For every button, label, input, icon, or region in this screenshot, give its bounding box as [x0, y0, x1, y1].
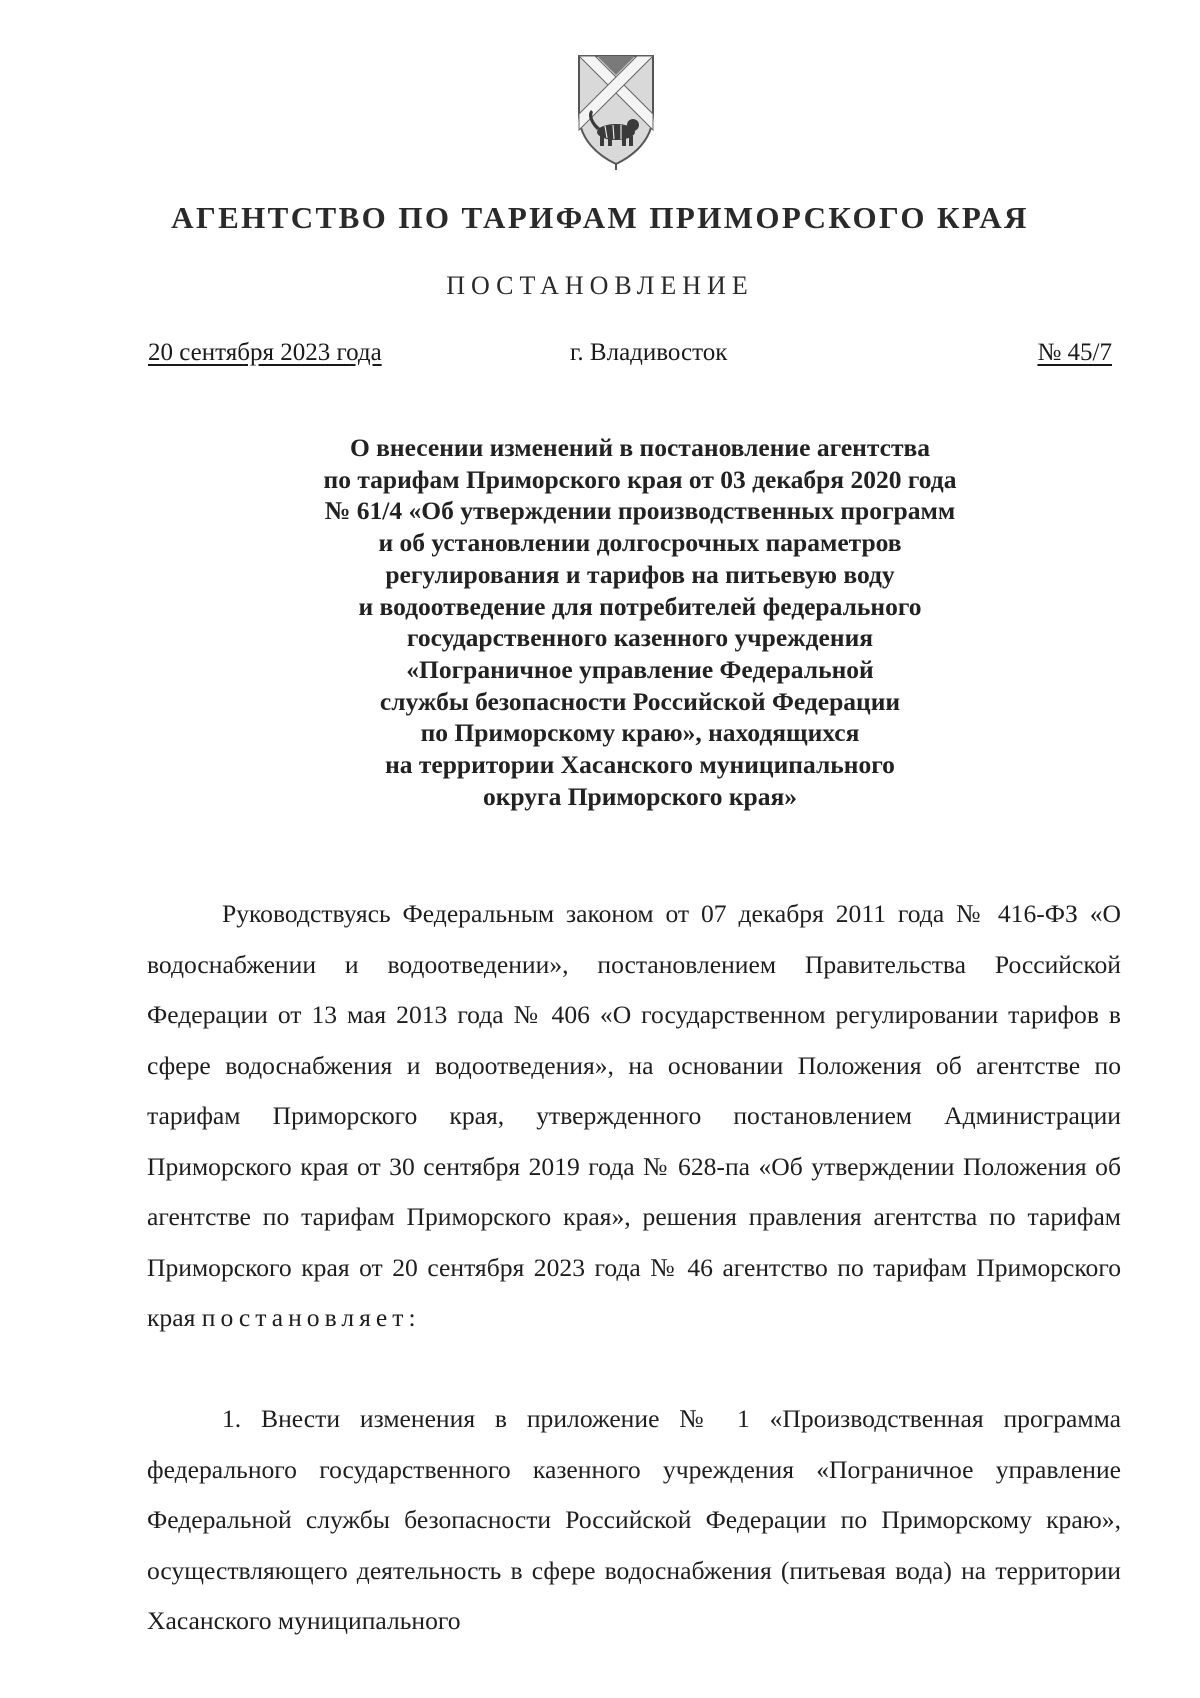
document-number: № 45/7	[1037, 339, 1112, 366]
subject-line: службы безопасности Российской Федерации	[379, 686, 901, 716]
clause-1-text: 1. Внести изменения в приложение № 1 «Производственная программа федерального государственного казенного учреждения «Пограничное управление Федеральной службы безопасности Российской Федерации по Приморскому краю», осуществляющего деятельность в сфере водоснабжения (питьевая вода) на территории Хасанского муниципального	[147, 1404, 1121, 1635]
clause-1-paragraph	[147, 1394, 1121, 1647]
document-type: ПОСТАНОВЛЕНИЕ	[446, 271, 754, 300]
document-city: г. Владивосток	[570, 339, 728, 366]
subject-line: по тарифам Приморского края от 03 декабря 2020 года	[323, 464, 957, 494]
subject-line: на территории Хасанского муниципального	[385, 750, 895, 780]
subject-line: № 61/4 «Об утверждении производственных программ	[324, 496, 956, 526]
resolves-word: постановляет:	[201, 1303, 421, 1332]
preamble-paragraph	[147, 889, 1121, 1344]
subject-line: «Пограничное управление Федеральной	[406, 654, 874, 684]
document-subject	[200, 432, 1080, 812]
document-date: 20 сентября 2023 года	[148, 339, 382, 366]
coat-of-arms-emblem	[575, 52, 657, 172]
subject-line: и водоотведение для потребителей федерального	[358, 591, 922, 621]
preamble-text: Руководствуясь Федеральным законом от 07 декабря 2011 года № 416-ФЗ «О водоснабжении и водоотведении», постановлением Правительства Российской Федерации от 13 мая 2013 года № 406 «О государственном регулировании тарифов в сфере водоснабжения и водоотведения», на основании Положения об агентстве по тарифам Приморского края, утвержденного постановлением Администрации Приморского края от 30 сентября 2019 года № 628-па «Об утверждении Положения об агентстве по тарифам Приморского края», решения правления агентства по тарифам Приморского края от 20 сентября 2023 года № 46 агентство по тарифам Приморского края	[147, 899, 1121, 1332]
subject-line: регулирования и тарифов на питьевую воду	[385, 559, 895, 589]
subject-line: О внесении изменений в постановление агентства	[349, 433, 931, 462]
subject-line: округа Приморского края»	[482, 781, 798, 811]
subject-line: по Приморскому краю», находящихся	[420, 718, 860, 748]
subject-line: и об установлении долгосрочных параметров	[378, 528, 902, 558]
subject-line: государственного казенного учреждения	[406, 623, 874, 653]
agency-title: АГЕНТСТВО ПО ТАРИФАМ ПРИМОРСКОГО КРАЯ	[171, 200, 1029, 235]
